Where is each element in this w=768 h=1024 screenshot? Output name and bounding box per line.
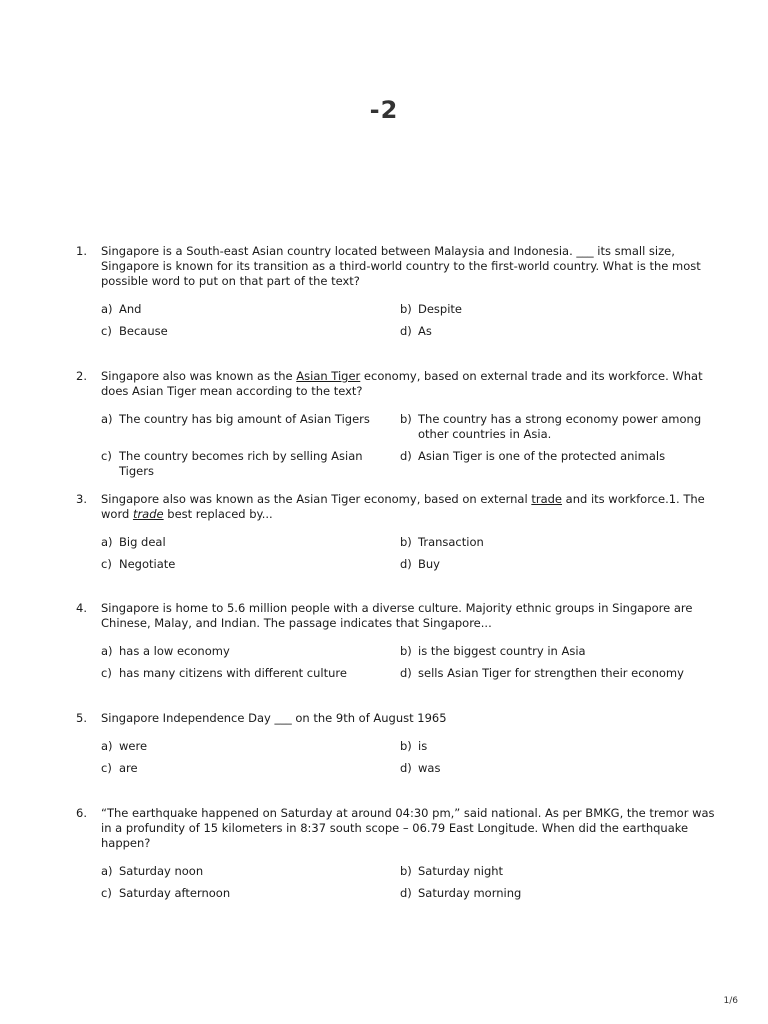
question-text-part: economy, based on external trade and its workforce. What does Asian Tiger mean according to the text? <box>101 369 703 398</box>
option-letter: b) <box>400 864 412 878</box>
option-text: Saturday morning <box>418 886 522 900</box>
question-number: 6. <box>76 806 87 820</box>
option-text: And <box>119 302 142 316</box>
option-letter: a) <box>101 864 113 878</box>
question-number: 1. <box>76 244 87 258</box>
question-text <box>101 369 716 399</box>
option-text: Negotiate <box>119 557 176 571</box>
option-letter: b) <box>400 739 412 753</box>
question-6 <box>76 806 716 901</box>
option-text: Buy <box>418 557 440 571</box>
underlined-italic-term: trade <box>132 507 164 521</box>
question-text-part: “The earthquake happened on Saturday at around 04:30 pm,” said national. As per BMKG, the tremor was in a profundity of 15 kilometers in 8:37 south scope – 06.79 East Longitude. When did the earthquake happen? <box>101 806 715 850</box>
option-text: has a low economy <box>119 644 230 658</box>
option-text: are <box>119 761 138 775</box>
option-letter: c) <box>101 449 112 463</box>
question-text <box>101 244 716 289</box>
page-title: -2 <box>369 96 399 124</box>
option-letter: d) <box>400 557 412 571</box>
question-number: 5. <box>76 711 87 725</box>
option-text: Big deal <box>119 535 166 549</box>
option-b[interactable] <box>400 739 716 754</box>
option-text: Despite <box>418 302 463 316</box>
option-letter: c) <box>101 761 112 775</box>
question-number: 3. <box>76 492 87 506</box>
option-letter: a) <box>101 412 113 426</box>
option-letter: d) <box>400 886 412 900</box>
option-c[interactable] <box>101 761 400 776</box>
question-text-part: and its workforce.1. The word <box>101 492 705 521</box>
question-3 <box>76 492 716 572</box>
option-text: The country has big amount of Asian Tigers <box>119 412 370 426</box>
question-text <box>101 806 716 851</box>
option-a[interactable] <box>101 412 400 442</box>
option-letter: c) <box>101 557 112 571</box>
option-letter: b) <box>400 535 412 549</box>
question-1 <box>76 244 716 339</box>
option-text: Transaction <box>418 535 484 549</box>
question-text-part: Singapore also was known as the Asian Tiger economy, based on external <box>101 492 532 506</box>
option-b[interactable] <box>400 302 716 317</box>
options-list <box>101 739 716 776</box>
option-a[interactable] <box>101 535 400 550</box>
question-number: 2. <box>76 369 87 383</box>
option-letter: a) <box>101 739 113 753</box>
underlined-term: trade <box>531 492 562 506</box>
question-text <box>101 601 716 631</box>
option-text: has many citizens with different culture <box>119 666 347 680</box>
option-d[interactable] <box>400 449 716 479</box>
option-text: is the biggest country in Asia <box>418 644 586 658</box>
question-4 <box>76 601 716 681</box>
option-a[interactable] <box>101 644 400 659</box>
page-number: 1/6 <box>723 996 738 1006</box>
option-d[interactable] <box>400 557 716 572</box>
option-d[interactable] <box>400 324 716 339</box>
option-text: Because <box>119 324 168 338</box>
question-text-part: Singapore Independence Day ___ on the 9th of August 1965 <box>101 711 447 725</box>
option-text: Saturday night <box>418 864 504 878</box>
option-letter: b) <box>400 412 412 426</box>
option-letter: b) <box>400 302 412 316</box>
option-d[interactable] <box>400 886 716 901</box>
options-list <box>101 864 716 901</box>
option-c[interactable] <box>101 666 400 681</box>
option-text: The country has a strong economy power among other countries in Asia. <box>418 412 702 441</box>
option-a[interactable] <box>101 739 400 754</box>
question-text-part: best replaced by... <box>163 507 273 521</box>
option-a[interactable] <box>101 864 400 879</box>
question-text-part: Singapore is a South-east Asian country located between Malaysia and Indonesia. ___ its small size, Singapore is known for its transition as a third-world country to the first-world country. What is the most possible word to put on that part of the text? <box>101 244 701 288</box>
option-text: were <box>119 739 148 753</box>
options-list <box>101 412 716 479</box>
option-a[interactable] <box>101 302 400 317</box>
question-2 <box>76 369 716 479</box>
option-c[interactable] <box>101 557 400 572</box>
option-b[interactable] <box>400 412 716 442</box>
question-text <box>101 492 716 522</box>
option-text: Asian Tiger is one of the protected animals <box>418 449 666 463</box>
option-letter: d) <box>400 761 412 775</box>
option-text: is <box>418 739 428 753</box>
option-letter: d) <box>400 666 412 680</box>
option-c[interactable] <box>101 449 400 479</box>
option-text: Saturday noon <box>119 864 204 878</box>
option-letter: b) <box>400 644 412 658</box>
option-letter: c) <box>101 886 112 900</box>
option-letter: a) <box>101 644 113 658</box>
option-b[interactable] <box>400 535 716 550</box>
option-b[interactable] <box>400 644 716 659</box>
option-letter: a) <box>101 535 113 549</box>
option-text: Saturday afternoon <box>119 886 231 900</box>
option-d[interactable] <box>400 666 716 681</box>
question-text-part: Singapore is home to 5.6 million people with a diverse culture. Majority ethnic groups in Singapore are Chinese, Malay, and Indian. The passage indicates that Singapore... <box>101 601 693 630</box>
options-list <box>101 302 716 339</box>
option-c[interactable] <box>101 324 400 339</box>
option-letter: d) <box>400 449 412 463</box>
question-number: 4. <box>76 601 87 615</box>
option-c[interactable] <box>101 886 400 901</box>
option-text: sells Asian Tiger for strengthen their economy <box>418 666 684 680</box>
option-letter: c) <box>101 324 112 338</box>
option-letter: a) <box>101 302 113 316</box>
options-list <box>101 644 716 681</box>
option-b[interactable] <box>400 864 716 879</box>
option-text: The country becomes rich by selling Asian Tigers <box>119 449 363 478</box>
option-letter: d) <box>400 324 412 338</box>
option-text: was <box>418 761 441 775</box>
options-list <box>101 535 716 572</box>
underlined-term: Asian Tiger <box>296 369 361 383</box>
option-letter: c) <box>101 666 112 680</box>
question-5 <box>76 711 716 776</box>
option-text: As <box>418 324 432 338</box>
question-text <box>101 711 716 726</box>
option-d[interactable] <box>400 761 716 776</box>
question-text-part: Singapore also was known as the <box>101 369 297 383</box>
